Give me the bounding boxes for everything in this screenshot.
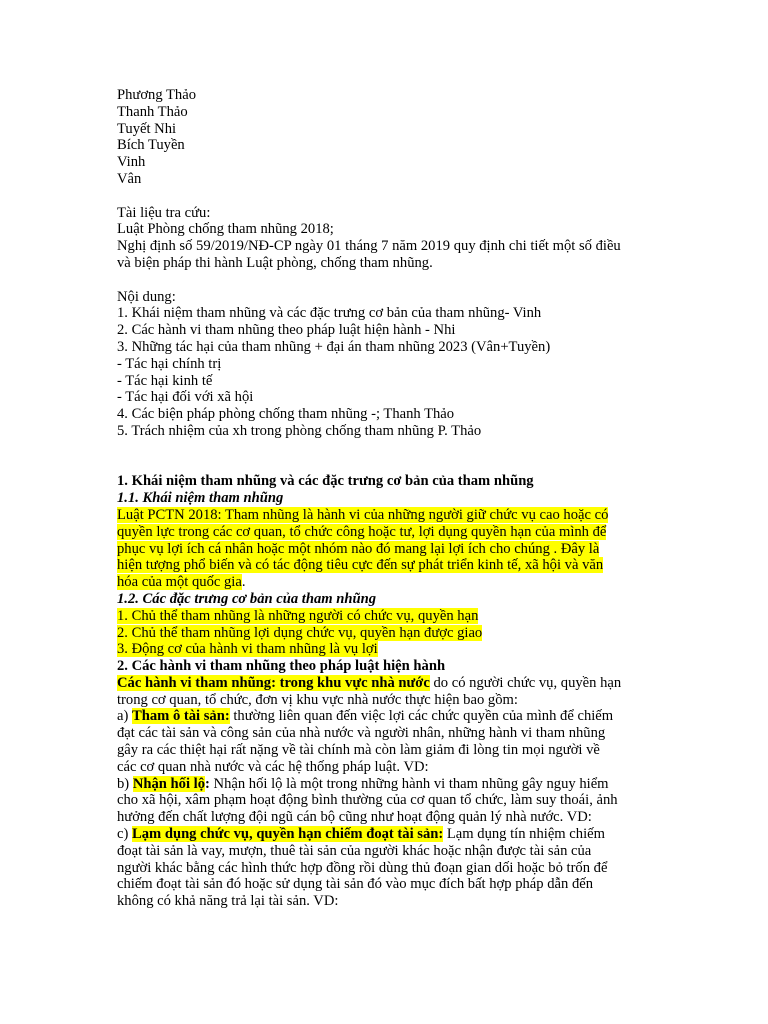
contents-item: - Tác hại kinh tế <box>117 372 213 389</box>
item-a-term: Tham ô tài sản: <box>132 708 230 725</box>
item-b-prefix: b) <box>117 775 133 792</box>
item-b-line: cho xã hội, xâm phạm hoạt động bình thường của cơ quan tổ chức, làm suy thoái, ảnh <box>117 792 618 809</box>
definition-line: quyền lực trong các cơ quan, tổ chức công hoặc tư, lợi dụng quyền hạn của mình để <box>117 523 607 540</box>
author-list <box>117 87 657 188</box>
section-2 <box>117 658 657 910</box>
definition-line: phục vụ lợi ích cá nhân hoặc một nhóm nào đó mang lại lợi ích cho chúng . Đây là <box>117 540 600 557</box>
item-c-line: người khác bằng các hình thức hợp đồng rồi dùng thủ đoạn gian dối hoặc bỏ trốn để <box>117 859 608 876</box>
item-a-line: các cơ quan nhà nước và các hệ thống pháp luật. VD: <box>117 758 429 775</box>
definition-line: hiện tượng phổ biến và có tác động tiêu cực đến sự phát triển kinh tế, xã hội và văn <box>117 557 604 574</box>
contents-item: 5. Trách nhiệm của xh trong phòng chống tham nhũng P. Thảo <box>117 422 482 439</box>
contents-item: - Tác hại đối với xã hội <box>117 389 254 406</box>
item-b-term: Nhận hối lộ <box>132 775 205 792</box>
definition-end: . <box>241 574 246 591</box>
contents-block <box>117 289 657 440</box>
item-c-term: Lạm dụng chức vụ, quyền hạn chiếm đoạt tài sản: <box>132 826 444 843</box>
characteristic-item: 1. Chủ thể tham nhũng là những người có chức vụ, quyền hạn <box>117 607 479 624</box>
item-b-text: Nhận hối lộ là một trong những hành vi tham nhũng gây nguy hiểm <box>209 775 609 792</box>
item-b-colon: : <box>205 775 210 792</box>
item-c-line: chiếm đoạt tài sản đó hoặc sử dụng tài sản đó vào mục đích bất hợp pháp dẫn đến <box>117 876 594 893</box>
item-a-line: đạt các tài sản và công sản của nhà nước và người nhân, những hành vi tham nhũng <box>117 725 606 742</box>
contents-item: - Tác hại chính trị <box>117 355 222 372</box>
section-1-title: 1. Khái niệm tham nhũng và các đặc trưng cơ bản của tham nhũng <box>117 473 534 490</box>
subsection-1-2-title: 1.2. Các đặc trưng cơ bản của tham nhũng <box>117 590 377 607</box>
section-2-intro-text: do có người chức vụ, quyền hạn <box>429 674 622 691</box>
contents-item: 1. Khái niệm tham nhũng và các đặc trưng cơ bản của tham nhũng- Vinh <box>117 305 542 322</box>
item-c-text: Lạm dụng tín nhiệm chiếm <box>443 826 605 843</box>
contents-item: 2. Các hành vi tham nhũng theo pháp luật hiện hành - Nhi <box>117 322 456 339</box>
author-name: Tuyết Nhi <box>117 120 177 137</box>
author-name: Phương Thảo <box>117 87 197 103</box>
item-c-prefix: c) <box>117 826 132 843</box>
author-name: Vân <box>117 170 142 187</box>
contents-item: 3. Những tác hại của tham nhũng + đại án tham nhũng 2023 (Vân+Tuyền) <box>117 338 551 355</box>
author-name: Thanh Thảo <box>117 103 188 120</box>
item-c-line: đoạt tài sản là vay, mượn, thuê tài sản của người khác hoặc nhận được tài sản của <box>117 842 592 859</box>
item-c-line: không có khả năng trả lại tài sản. VD: <box>117 893 339 910</box>
contents-heading: Nội dung: <box>117 288 176 305</box>
references-heading: Tài liệu tra cứu: <box>117 204 211 221</box>
item-a-line: gây ra các thiệt hại rất nặng về tài chính mà còn làm giảm đi lòng tin mọi người về <box>117 742 600 759</box>
definition-line: Luật PCTN 2018: Tham nhũng là hành vi của những người giữ chức vụ cao hoặc có <box>117 506 609 523</box>
author-name: Bích Tuyền <box>117 137 185 154</box>
reference-item: và biện pháp thi hành Luật phòng, chống tham nhũng. <box>117 254 433 271</box>
characteristic-item: 3. Động cơ của hành vi tham nhũng là vụ lợi <box>117 641 378 658</box>
contents-item: 4. Các biện pháp phòng chống tham nhũng -; Thanh Thảo <box>117 406 455 423</box>
reference-item: Nghị định số 59/2019/NĐ-CP ngày 01 tháng 7 năm 2019 quy định chi tiết một số điều <box>117 238 621 255</box>
section-1 <box>117 473 657 658</box>
item-a-prefix: a) <box>117 708 132 725</box>
reference-item: Luật Phòng chống tham nhũng 2018; <box>117 221 334 238</box>
item-b-line: hưởng đến chất lượng đội ngũ cán bộ cũng như hoạt động quản lý nhà nước. VD: <box>117 809 592 826</box>
document-page <box>117 87 657 910</box>
references-block <box>117 205 657 272</box>
section-2-intro-term: Các hành vi tham nhũng: trong khu vực nhà nước <box>117 674 430 691</box>
section-2-intro-line: trong cơ quan, tổ chức, đơn vị khu vực nhà nước thực hiện bao gồm: <box>117 691 518 708</box>
author-name: Vinh <box>117 154 146 171</box>
section-2-title: 2. Các hành vi tham nhũng theo pháp luật hiện hành <box>117 658 446 675</box>
definition-line: hóa của một quốc gia <box>117 574 242 591</box>
subsection-1-1-title: 1.1. Khái niệm tham nhũng <box>117 490 284 507</box>
item-a-text: thường liên quan đến việc lợi các chức quyền của mình để chiếm <box>229 708 614 725</box>
characteristic-item: 2. Chủ thể tham nhũng lợi dụng chức vụ, quyền hạn được giao <box>117 624 483 641</box>
